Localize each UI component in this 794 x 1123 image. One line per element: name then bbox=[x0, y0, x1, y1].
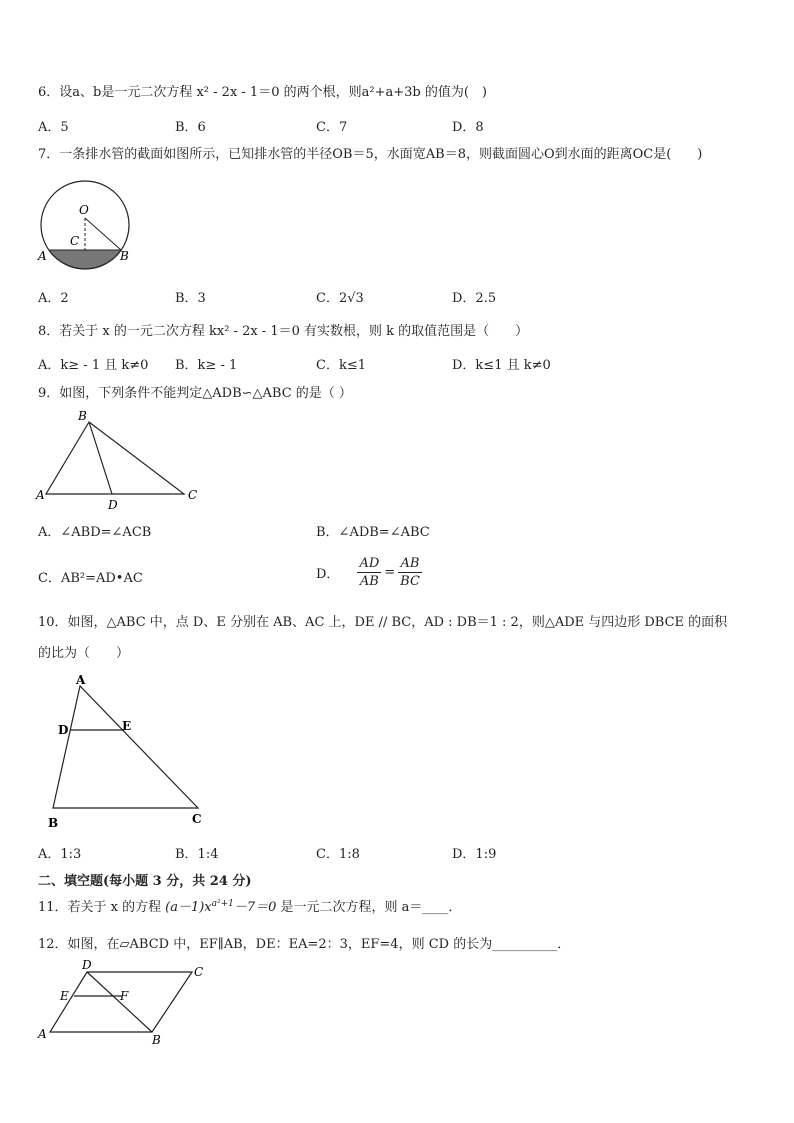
q9-option-d[interactable] bbox=[316, 555, 422, 590]
label-o: O bbox=[79, 203, 89, 217]
q10-stem-line1: 10．如图，△ABC 中，点 D、E 分别在 AB、AC 上，DE // BC，AD : DB＝1 : 2，则△ADE 与四边形 DBCE 的面积 bbox=[38, 615, 728, 630]
fraction-numerator: AB bbox=[398, 555, 422, 573]
label-d: D bbox=[108, 498, 118, 512]
label-b: B bbox=[152, 1033, 161, 1047]
q12-parallelogram-figure bbox=[34, 956, 214, 1048]
q9-option-a[interactable]: A．∠ABD=∠ACB bbox=[38, 525, 152, 540]
q6-option-c[interactable]: C．7 bbox=[316, 120, 348, 135]
q8-option-b[interactable]: B．k≥ - 1 bbox=[175, 358, 238, 373]
q11-equation: (a－1)x bbox=[165, 900, 212, 915]
q10-triangle-figure bbox=[40, 670, 215, 832]
triangle-abc bbox=[53, 686, 198, 808]
q9-triangle-figure bbox=[34, 406, 204, 512]
section-title: 二、填空题(每小题 3 分，共 24 分) bbox=[38, 874, 252, 889]
label-a: A bbox=[38, 1027, 47, 1041]
q6-option-a[interactable]: A．5 bbox=[38, 120, 69, 135]
label-c: C bbox=[194, 965, 204, 979]
q8-option-a[interactable]: A．k≥ - 1 且 k≠0 bbox=[38, 358, 149, 373]
q6-option-d[interactable]: D．8 bbox=[452, 120, 484, 135]
label-a: A bbox=[36, 488, 45, 502]
q8-option-d[interactable]: D．k≤1 且 k≠0 bbox=[452, 358, 551, 373]
label-b: B bbox=[78, 409, 87, 423]
q6-option-b[interactable]: B．6 bbox=[175, 120, 206, 135]
q10-option-a[interactable]: A．1:3 bbox=[38, 847, 82, 862]
label-b: B bbox=[120, 249, 129, 263]
q10-stem-line2: 的比为（ ） bbox=[38, 646, 130, 661]
q8-stem: 8．若关于 x 的一元二次方程 kx² - 2x - 1＝0 有实数根，则 k 的取值范围是（ ） bbox=[38, 324, 529, 339]
water-region bbox=[49, 250, 121, 269]
label-d: D bbox=[58, 723, 69, 737]
q7-pipe-figure bbox=[34, 180, 138, 270]
q11-equation-tail: －7＝0 bbox=[233, 900, 277, 915]
label-f: F bbox=[120, 989, 129, 1003]
fraction-ad-ab bbox=[357, 555, 381, 590]
q9-option-b[interactable]: B．∠ADB=∠ABC bbox=[316, 525, 430, 540]
label-a: A bbox=[38, 249, 47, 263]
fraction-numerator: AD bbox=[359, 556, 380, 571]
triangle-abc bbox=[46, 422, 184, 494]
segment-bd bbox=[89, 422, 112, 494]
fraction-denominator: BC bbox=[400, 574, 420, 589]
q7-option-c[interactable]: C．2√3 bbox=[316, 291, 364, 306]
q10-option-c[interactable]: C．1:8 bbox=[316, 847, 360, 862]
q10-option-d[interactable]: D．1:9 bbox=[452, 847, 497, 862]
q11-exponent: a²+1 bbox=[211, 899, 234, 909]
q7-option-b[interactable]: B．3 bbox=[175, 291, 206, 306]
equals-sign: = bbox=[384, 565, 396, 580]
q11-stem bbox=[38, 899, 461, 918]
q12-stem: 12．如图，在▱ABCD 中，EF∥AB，DE：EA=2：3，EF=4，则 CD 的长为__________． bbox=[38, 937, 571, 952]
fraction-ab-bc bbox=[398, 555, 422, 590]
label-c: C bbox=[188, 488, 198, 502]
label-b: B bbox=[48, 816, 59, 830]
q9-option-d-label: D． bbox=[316, 567, 340, 582]
label-c: C bbox=[192, 812, 202, 826]
q7-option-a[interactable]: A．2 bbox=[38, 291, 69, 306]
q8-option-c[interactable]: C．k≤1 bbox=[316, 358, 366, 373]
q7-stem: 7．一条排水管的截面如图所示，已知排水管的半径OB＝5，水面宽AB＝8，则截面圆心O到水面的距离OC是( ) bbox=[38, 147, 703, 162]
q10-option-b[interactable]: B．1:4 bbox=[175, 847, 219, 862]
label-d: D bbox=[82, 958, 92, 972]
q7-option-d[interactable]: D．2.5 bbox=[452, 291, 497, 306]
label-a: A bbox=[76, 673, 86, 687]
q11-prefix: 11．若关于 x 的方程 bbox=[38, 900, 162, 915]
ob-segment bbox=[85, 218, 121, 250]
q9-option-c[interactable]: C．AB²=AD•AC bbox=[38, 571, 143, 586]
label-c: C bbox=[70, 234, 80, 248]
fraction-denominator: AB bbox=[359, 574, 379, 589]
label-e: E bbox=[60, 989, 69, 1003]
q6-stem: 6．设a、b是一元二次方程 x² - 2x - 1＝0 的两个根，则a²+a+3b 的值为( ) bbox=[38, 85, 487, 100]
label-e: E bbox=[122, 719, 132, 733]
q9-stem: 9．如图，下列条件不能判定△ADB∽△ABC 的是（ ） bbox=[38, 386, 352, 401]
q11-suffix: 是一元二次方程，则 a＝____． bbox=[280, 900, 462, 915]
